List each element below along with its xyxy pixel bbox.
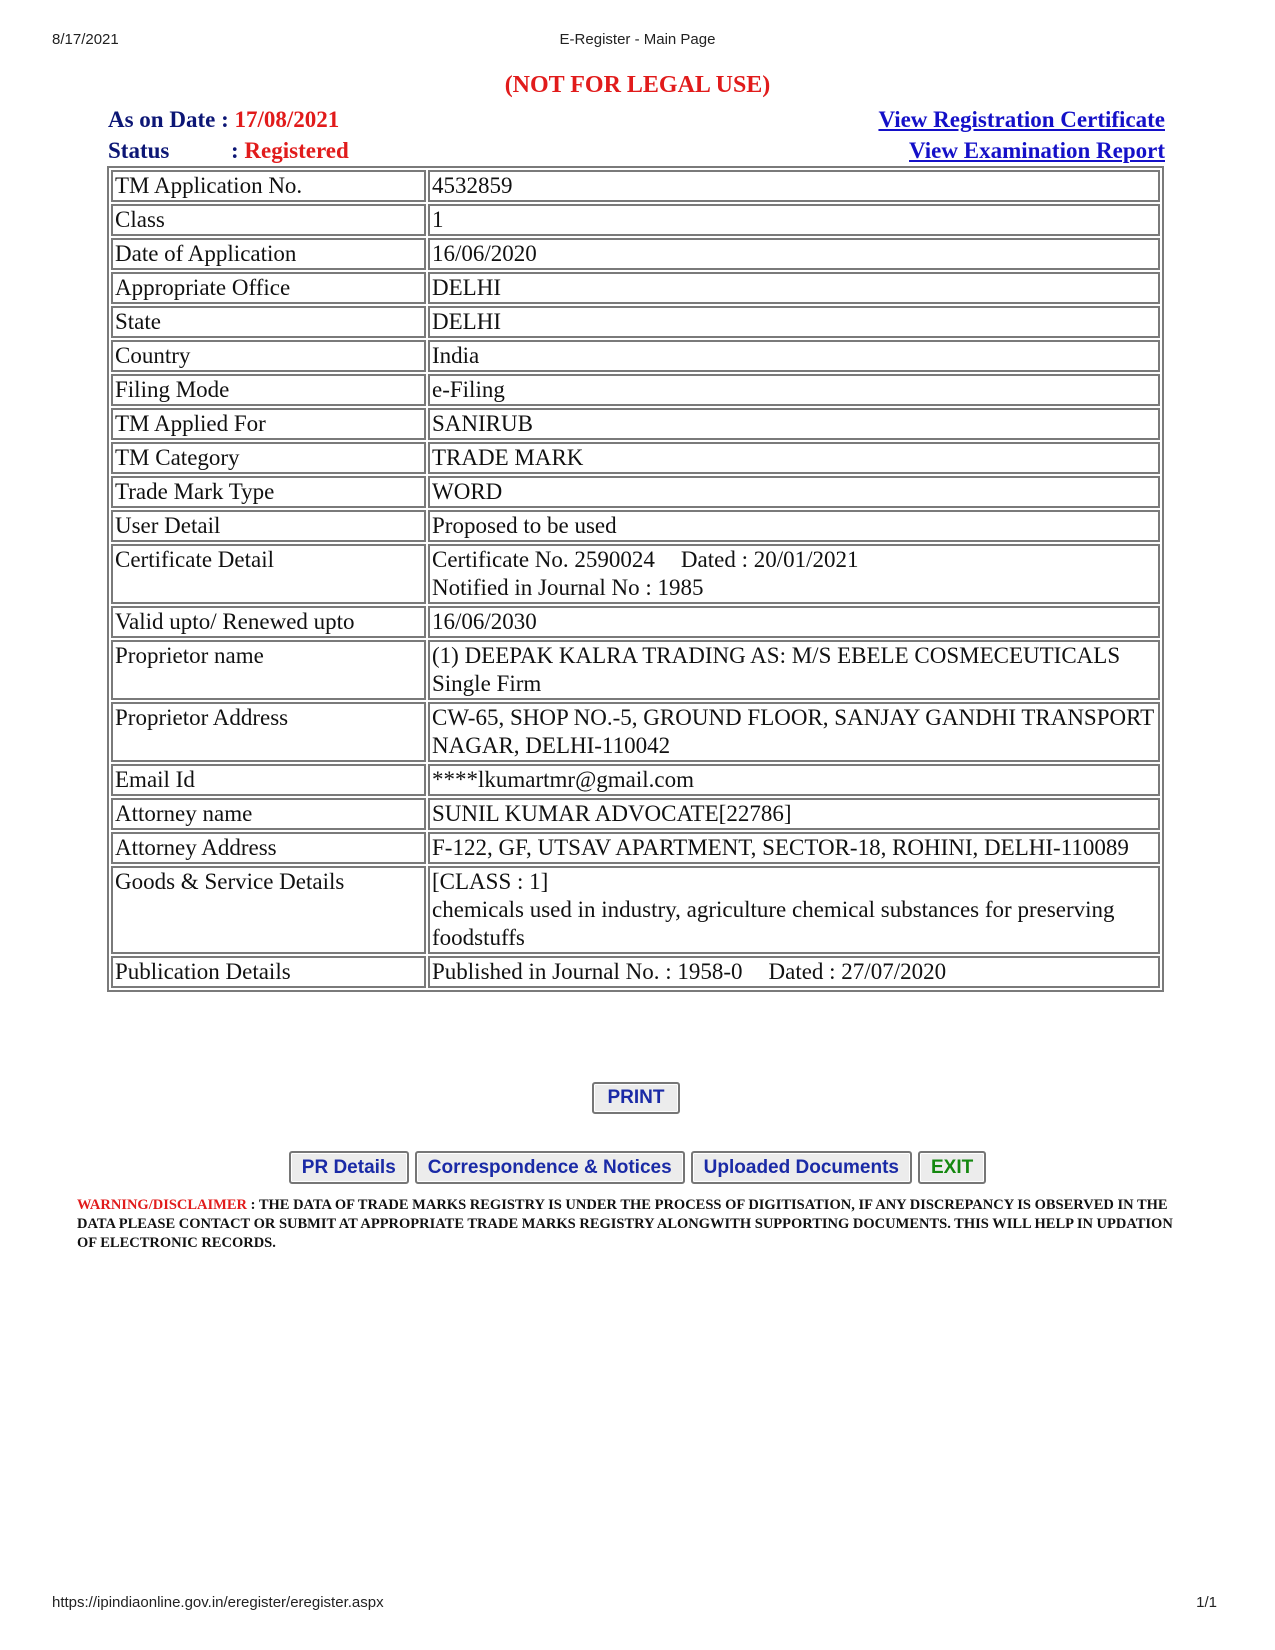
field-label: Appropriate Office [111, 272, 426, 304]
publication-journal: Published in Journal No. : 1958-0 [432, 959, 743, 984]
certificate-number: Certificate No. 2590024 [432, 547, 655, 572]
field-value: 1 [428, 204, 1160, 236]
field-label: Class [111, 204, 426, 236]
print-page-title: E-Register - Main Page [559, 31, 716, 48]
view-examination-report-link[interactable]: View Examination Report [909, 138, 1165, 163]
table-row [111, 272, 1160, 304]
field-value: Proposed to be used [428, 510, 1160, 542]
table-row [111, 832, 1160, 864]
not-for-legal-use-banner: (NOT FOR LEGAL USE) [504, 72, 771, 98]
table-row [111, 544, 1160, 604]
table-row [111, 204, 1160, 236]
field-label: Email Id [111, 764, 426, 796]
table-row [111, 170, 1160, 202]
proprietor-name: (1) DEEPAK KALRA TRADING AS: M/S EBELE COSMECEUTICALS [432, 643, 1121, 668]
page-count: 1/1 [1196, 1594, 1217, 1611]
field-value: TRADE MARK [428, 442, 1160, 474]
field-value [428, 640, 1160, 700]
field-value: e-Filing [428, 374, 1160, 406]
publication-dated: Dated : 27/07/2020 [768, 959, 947, 984]
field-label: TM Category [111, 442, 426, 474]
warning-disclaimer: WARNING/DISCLAIMER : THE DATA OF TRADE MARKS REGISTRY IS UNDER THE PROCESS OF DIGITISATION, IF ANY DISCREPANCY IS OBSERVED IN THE DATA PLEASE CONTACT OR SUBMIT AT APPROPRIATE TRADE MARKS REGISTRY ALONGWITH SUPPORTING DOCUMENTS. THIS WILL HELP IN UPDATION OF ELECTRONIC RECORDS. [77, 1197, 1173, 1251]
field-label: Country [111, 340, 426, 372]
as-on-date-label: As on Date [108, 107, 216, 132]
field-value: 16/06/2020 [428, 238, 1160, 270]
table-row [111, 442, 1160, 474]
report-links [878, 104, 1165, 166]
field-value: DELHI [428, 272, 1160, 304]
as-on-date-line: As on Date : 17/08/2021 [108, 107, 340, 132]
field-label: Date of Application [111, 238, 426, 270]
field-label: Publication Details [111, 956, 426, 988]
pr-details-button[interactable]: PR Details [289, 1151, 409, 1184]
field-label: Attorney name [111, 798, 426, 830]
field-label: TM Application No. [111, 170, 426, 202]
field-label: Certificate Detail [111, 544, 426, 604]
table-row [111, 476, 1160, 508]
table-row [111, 238, 1160, 270]
table-row [111, 798, 1160, 830]
status-value: Registered [244, 138, 349, 163]
action-button-row [0, 1151, 1275, 1184]
table-row [111, 306, 1160, 338]
field-value: SUNIL KUMAR ADVOCATE[22786] [428, 798, 1160, 830]
print-button[interactable]: PRINT [592, 1082, 680, 1114]
field-value [428, 544, 1160, 604]
field-label: TM Applied For [111, 408, 426, 440]
table-row [111, 408, 1160, 440]
page-url: https://ipindiaonline.gov.in/eregister/eregister.aspx [52, 1594, 384, 1611]
correspondence-notices-button[interactable]: Correspondence & Notices [415, 1151, 685, 1184]
field-value: SANIRUB [428, 408, 1160, 440]
field-value: WORD [428, 476, 1160, 508]
trademark-details-table [107, 166, 1164, 992]
warning-label: WARNING/DISCLAIMER [77, 1197, 247, 1213]
table-row [111, 702, 1160, 762]
as-on-date-value: 17/08/2021 [234, 107, 340, 132]
uploaded-documents-button[interactable]: Uploaded Documents [691, 1151, 912, 1184]
status-label: Status [108, 138, 170, 163]
field-label: Goods & Service Details [111, 866, 426, 954]
field-label: Trade Mark Type [111, 476, 426, 508]
field-label: State [111, 306, 426, 338]
table-row [111, 640, 1160, 700]
field-value: India [428, 340, 1160, 372]
field-value [428, 866, 1160, 954]
view-registration-certificate-link[interactable]: View Registration Certificate [878, 107, 1165, 132]
table-row [111, 374, 1160, 406]
field-label: Proprietor Address [111, 702, 426, 762]
table-row [111, 606, 1160, 638]
field-value: 4532859 [428, 170, 1160, 202]
proprietor-type: Single Firm [432, 671, 542, 696]
exit-button[interactable]: EXIT [918, 1151, 986, 1184]
field-label: Filing Mode [111, 374, 426, 406]
field-label: User Detail [111, 510, 426, 542]
table-row [111, 764, 1160, 796]
field-label: Attorney Address [111, 832, 426, 864]
table-row [111, 510, 1160, 542]
field-value: F-122, GF, UTSAV APARTMENT, SECTOR-18, ROHINI, DELHI-110089 [428, 832, 1160, 864]
field-value: ****lkumartmr@gmail.com [428, 764, 1160, 796]
field-value: 16/06/2030 [428, 606, 1160, 638]
print-date: 8/17/2021 [52, 31, 119, 48]
certificate-dated: Dated : 20/01/2021 [680, 547, 859, 572]
warning-text: THE DATA OF TRADE MARKS REGISTRY IS UNDER THE PROCESS OF DIGITISATION, IF ANY DISCREPANCY IS OBSERVED IN THE DATA PLEASE CONTACT OR SUBMIT AT APPROPRIATE TRADE MARKS REGISTRY ALONGWITH SUPPORTING DOCUMENTS. THIS WILL HELP IN UPDATION OF ELECTRONIC RECORDS. [77, 1197, 1173, 1251]
field-label: Valid upto/ Renewed upto [111, 606, 426, 638]
record-meta [108, 104, 349, 166]
certificate-journal: Notified in Journal No : 1985 [432, 575, 704, 600]
field-value: CW-65, SHOP NO.-5, GROUND FLOOR, SANJAY GANDHI TRANSPORT NAGAR, DELHI-110042 [428, 702, 1160, 762]
print-header [0, 31, 1275, 51]
table-row [111, 340, 1160, 372]
status-line: Status : Registered [108, 135, 349, 166]
field-value: DELHI [428, 306, 1160, 338]
table-row [111, 956, 1160, 988]
field-label: Proprietor name [111, 640, 426, 700]
goods-description: chemicals used in industry, agriculture chemical substances for preserving foodstuffs [432, 897, 1115, 950]
field-value [428, 956, 1160, 988]
print-footer [0, 1594, 1275, 1614]
table-row [111, 866, 1160, 954]
goods-class-line: [CLASS : 1] [432, 869, 549, 894]
